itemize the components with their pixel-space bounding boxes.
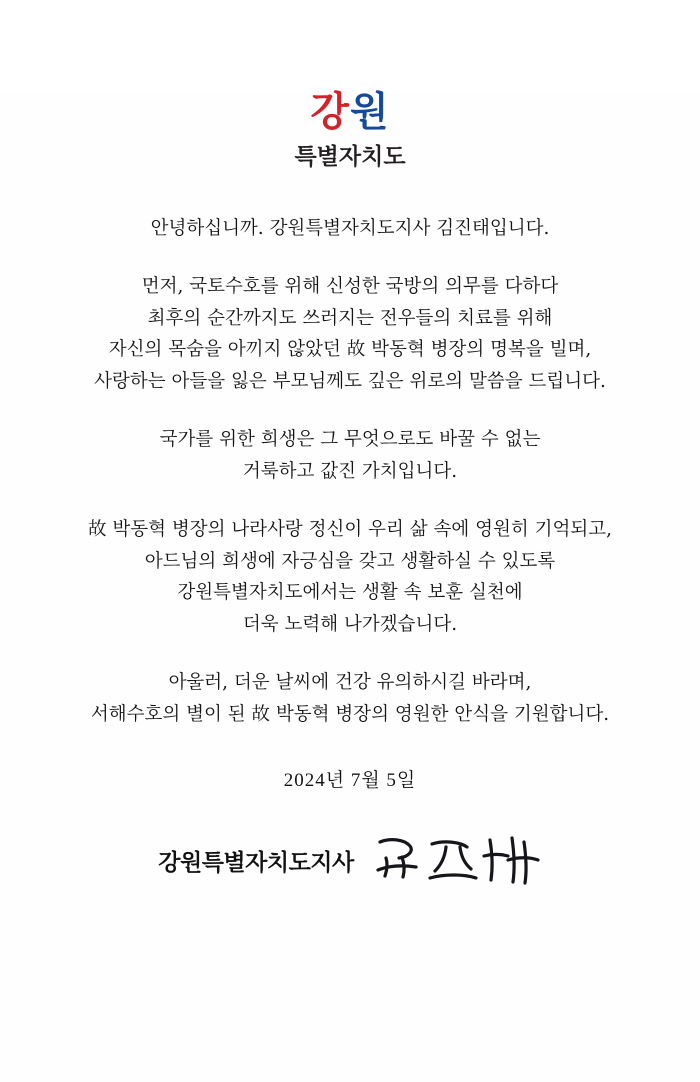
logo-subtitle: 특별자치도 xyxy=(294,144,406,170)
letter-line: 강원특별자치도에서는 생활 속 보훈 실천에 xyxy=(177,582,523,604)
letter-line: 사랑하는 아들을 잃은 부모님께도 깊은 위로의 말씀을 드립니다. xyxy=(94,371,606,393)
gangwon-logo xyxy=(0,89,700,171)
letter-line: 자신의 목숨을 아끼지 않았던 故 박동혁 병장의 명복을 빌며, xyxy=(108,339,592,361)
letter-line: 최후의 순간까지도 쓰러지는 전우들의 치료를 위해 xyxy=(147,307,553,329)
logo-char-won: 원 xyxy=(350,89,390,135)
logo-char-gang: 강 xyxy=(310,89,350,135)
letter-paragraph-3 xyxy=(34,514,666,641)
letter-paragraph-2 xyxy=(34,424,666,488)
letter-body xyxy=(0,213,700,731)
letter-paragraph-4 xyxy=(34,667,666,731)
signature-block xyxy=(0,830,700,892)
handwritten-signature xyxy=(372,830,542,892)
letter-line: 故 박동혁 병장의 나라사랑 정신이 우리 삶 속에 영원히 기억되고, xyxy=(87,518,613,540)
letter-line: 더욱 노력해 나가겠습니다. xyxy=(242,614,458,636)
letter-line: 아드님의 희생에 자긍심을 갖고 생활하실 수 있도록 xyxy=(144,550,556,572)
letter-line: 서해수호의 별이 된 故 박동혁 병장의 영원한 안식을 기원합니다. xyxy=(90,703,610,725)
signature-title: 강원특별자치도지사 xyxy=(158,850,354,877)
letter-date: 2024년 7월 5일 xyxy=(283,769,417,791)
letter-line: 먼저, 국토수호를 위해 신성한 국방의 의무를 다하다 xyxy=(141,275,559,297)
logo-wordmark xyxy=(310,89,390,135)
letter-paragraph-1 xyxy=(34,271,666,398)
letter-greeting xyxy=(34,213,666,245)
letter-line: 아울러, 더운 날씨에 건강 유의하시길 바라며, xyxy=(168,671,532,693)
letter-greeting-line: 안녕하십니까. 강원특별자치도지사 김진태입니다. xyxy=(150,218,550,239)
letter-line: 거룩하고 값진 가치입니다. xyxy=(242,460,458,482)
document-page xyxy=(0,89,700,1082)
letter-line: 국가를 위한 희생은 그 무엇으로도 바꿀 수 없는 xyxy=(159,429,541,451)
